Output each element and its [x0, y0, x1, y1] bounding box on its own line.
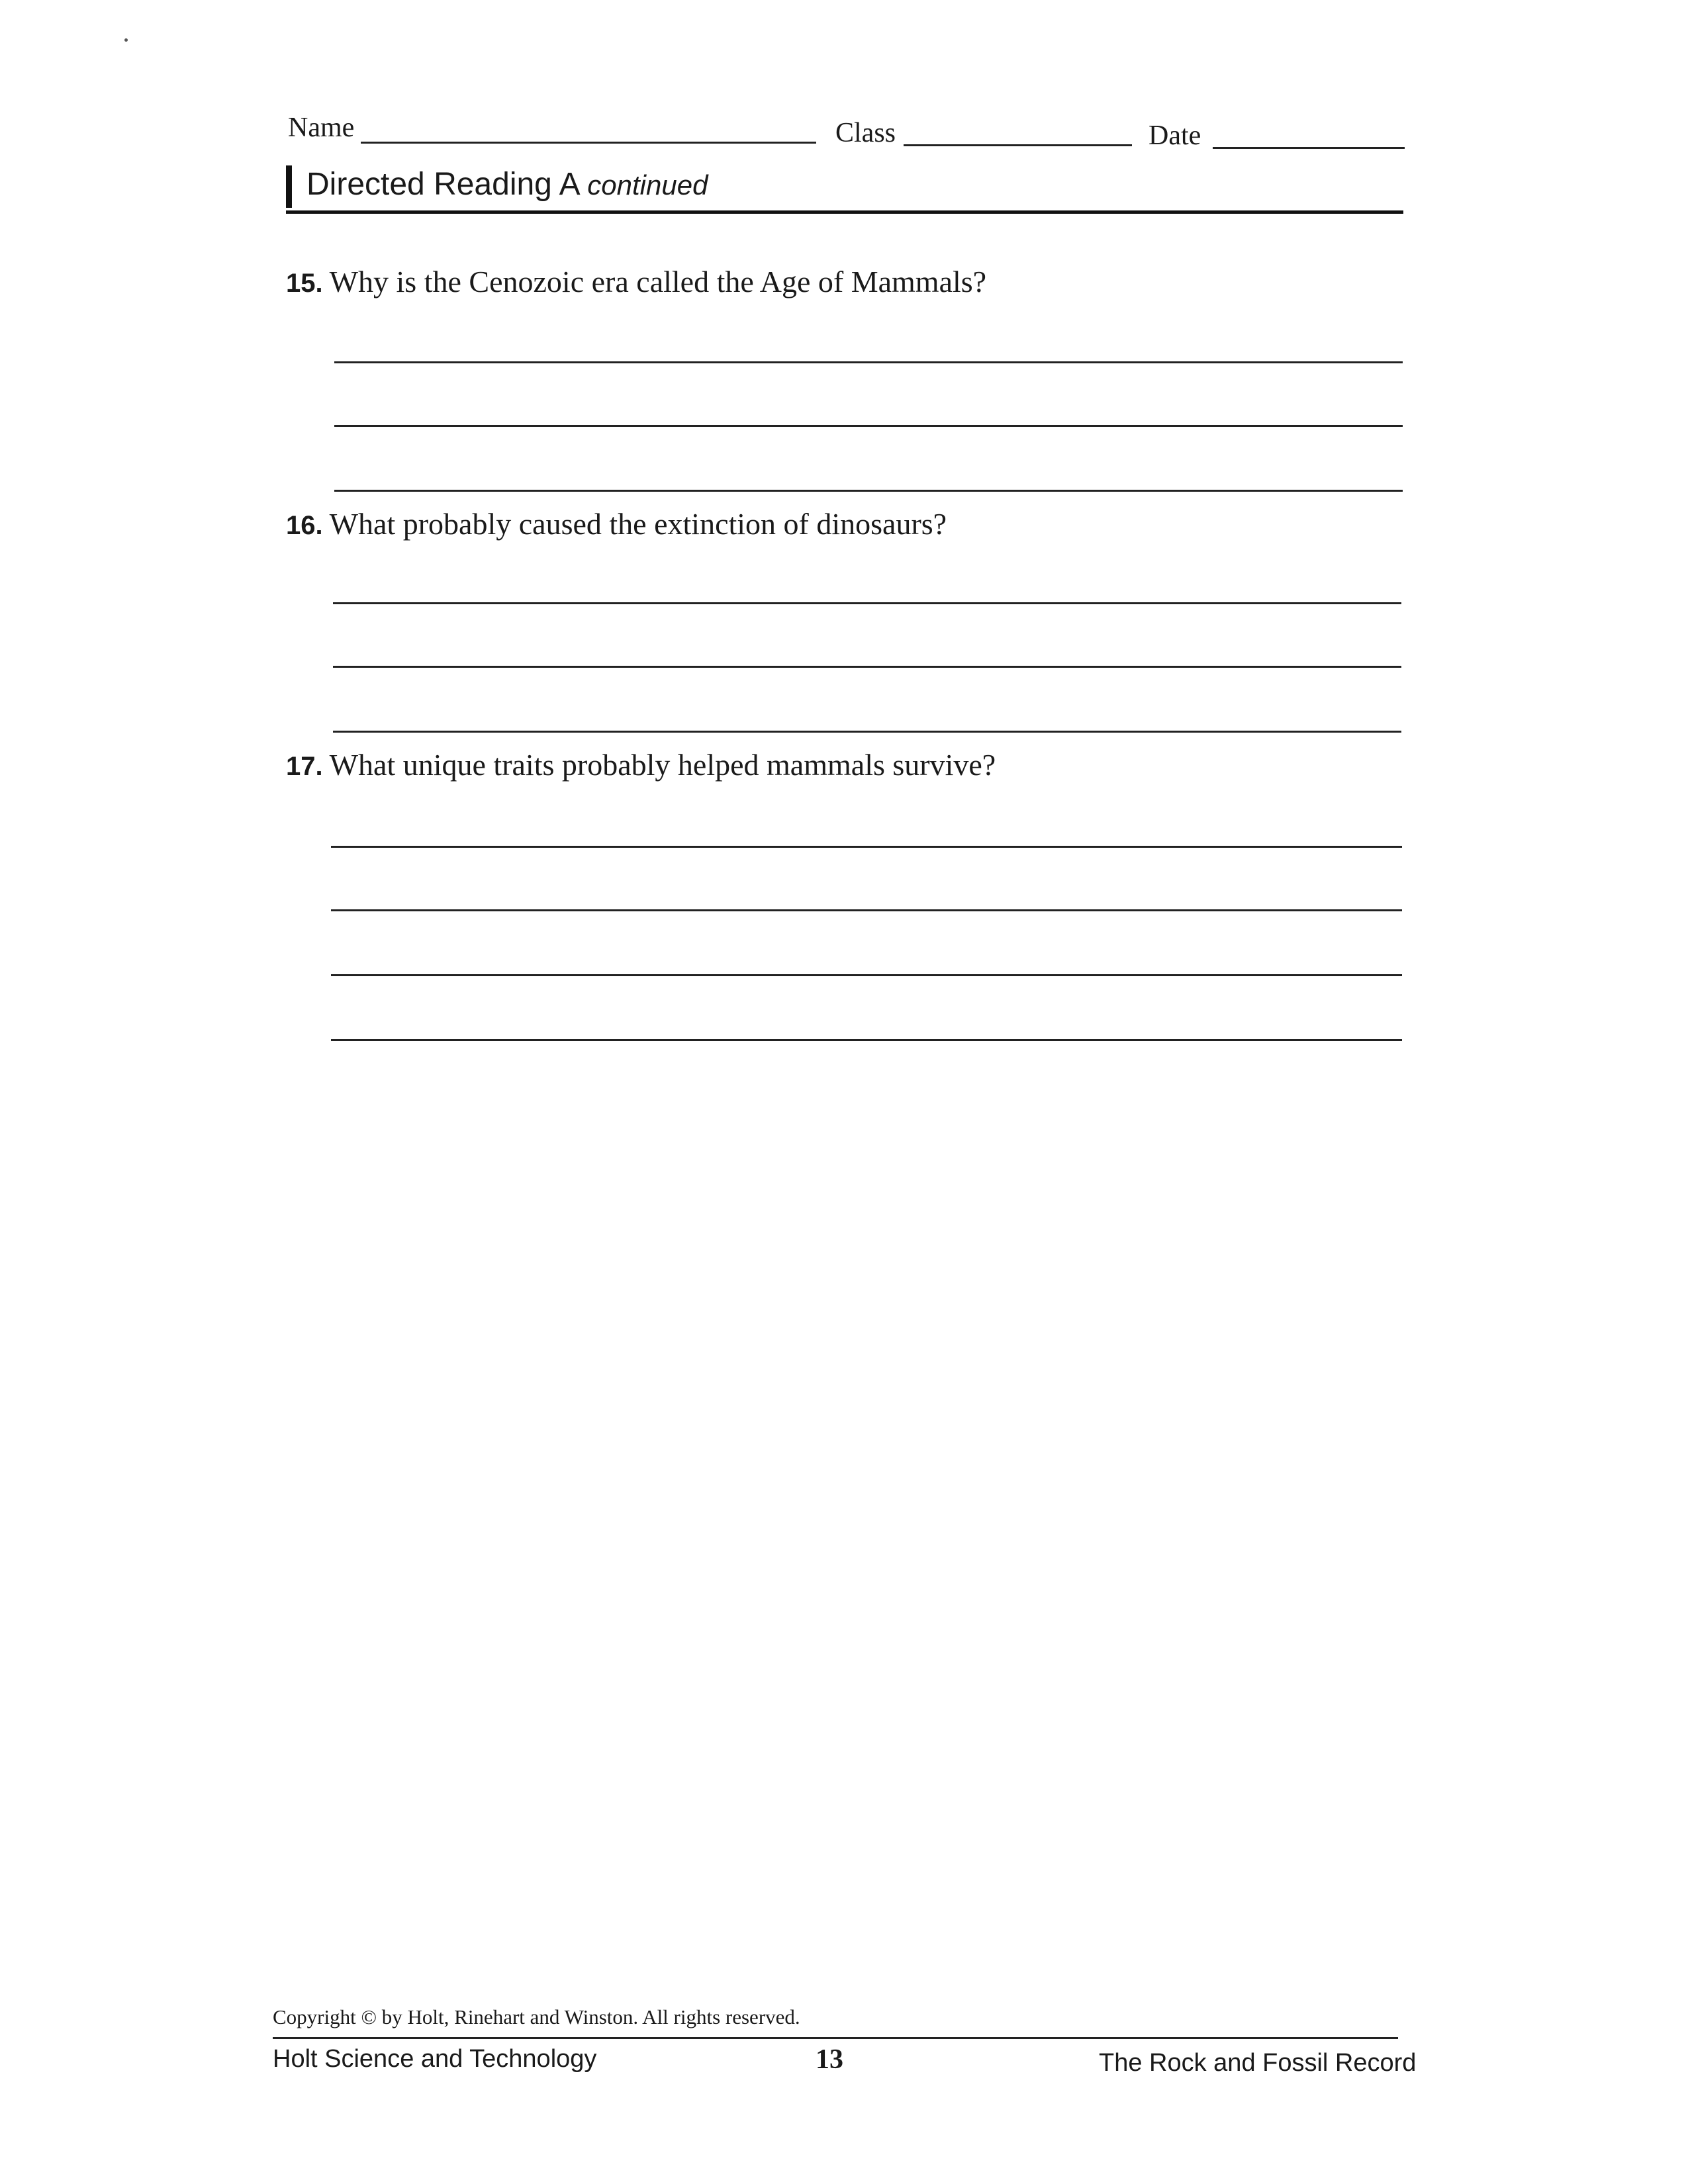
class-label: Class	[835, 118, 896, 148]
section-heading	[306, 165, 708, 204]
section-title: Directed Reading A	[306, 167, 579, 202]
question-15	[286, 263, 986, 300]
question-number: 17.	[286, 752, 323, 781]
answer-line-15-3[interactable]	[334, 490, 1403, 492]
name-label: Name	[288, 113, 355, 143]
question-text: Why is the Cenozoic era called the Age of Mammals?	[329, 265, 987, 298]
answer-line-15-1[interactable]	[334, 361, 1403, 363]
chapter-title: The Rock and Fossil Record	[1099, 2049, 1417, 2077]
page-number: 13	[816, 2044, 843, 2075]
date-field[interactable]	[1213, 147, 1405, 149]
class-field[interactable]	[904, 144, 1132, 146]
question-number: 16.	[286, 511, 323, 540]
name-field[interactable]	[361, 142, 816, 144]
scan-speck	[124, 38, 128, 42]
publisher-name: Holt Science and Technology	[273, 2045, 597, 2073]
question-number: 15.	[286, 269, 323, 298]
question-17	[286, 747, 996, 783]
question-text: What probably caused the extinction of dinosaurs?	[329, 507, 947, 541]
copyright-notice: Copyright © by Holt, Rinehart and Winston. All rights reserved.	[273, 2005, 800, 2028]
section-rule	[286, 210, 1403, 214]
answer-line-16-2[interactable]	[333, 666, 1401, 668]
footer-rule	[273, 2037, 1398, 2039]
answer-line-16-1[interactable]	[333, 602, 1401, 604]
question-text: What unique traits probably helped mammals survive?	[329, 748, 996, 782]
answer-line-17-1[interactable]	[331, 846, 1402, 848]
answer-line-15-2[interactable]	[334, 425, 1403, 427]
date-label: Date	[1149, 120, 1201, 151]
answer-line-17-4[interactable]	[331, 1039, 1402, 1041]
section-marker-bar	[286, 165, 292, 208]
answer-line-16-3[interactable]	[333, 731, 1401, 733]
answer-line-17-3[interactable]	[331, 974, 1402, 976]
section-subtitle: continued	[587, 169, 708, 201]
answer-line-17-2[interactable]	[331, 909, 1402, 911]
question-16	[286, 506, 947, 542]
